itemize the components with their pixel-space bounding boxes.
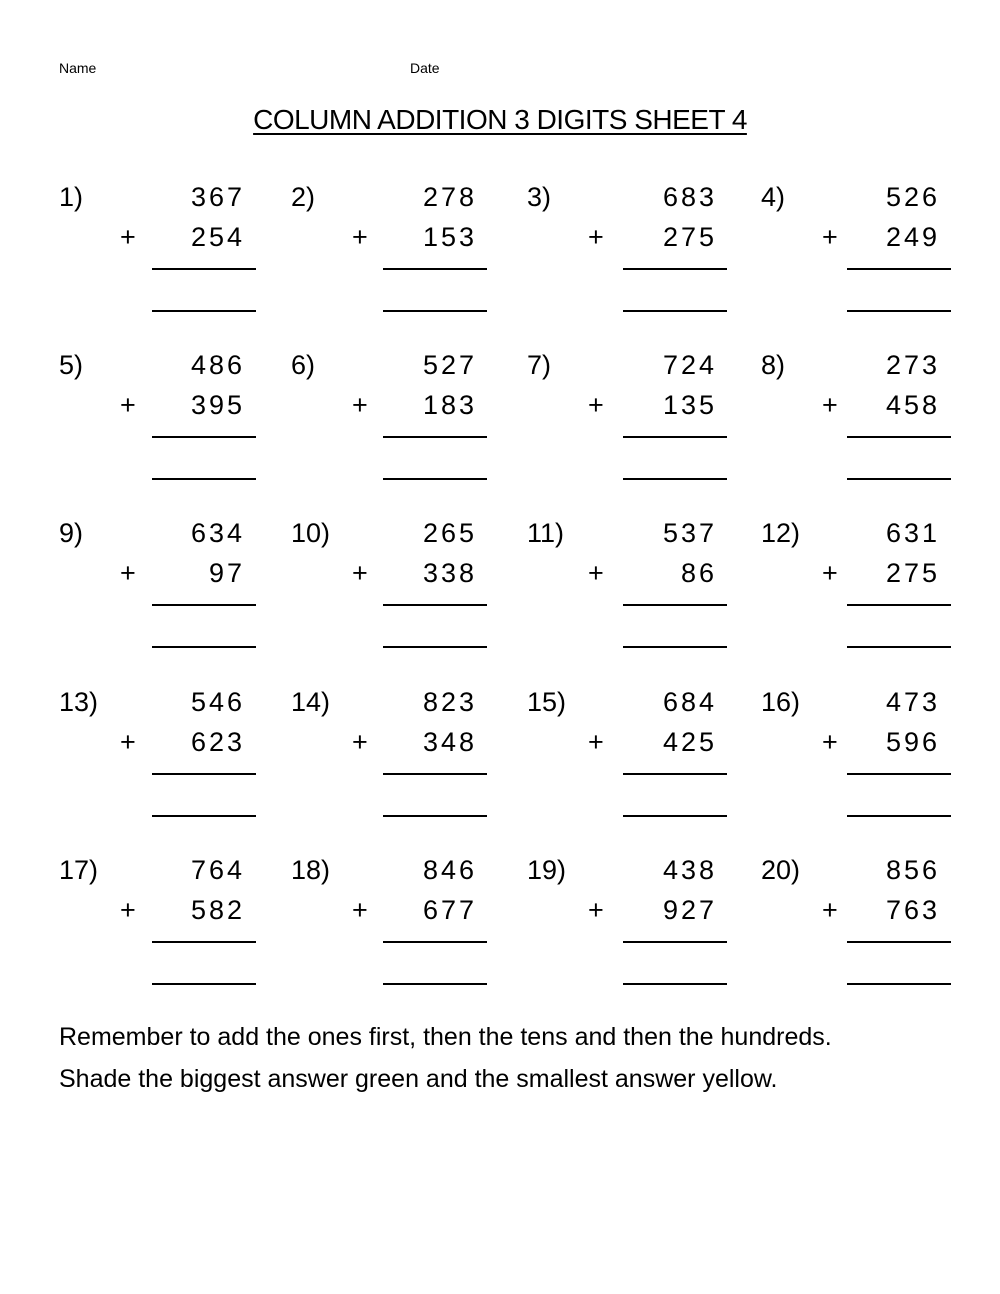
name-label: Name (59, 60, 97, 76)
answer-blank[interactable] (847, 646, 951, 648)
sum-rule (847, 773, 951, 775)
plus-sign: + (822, 222, 838, 252)
addend-bottom: 582 (190, 895, 245, 925)
addend-bottom: 348 (422, 727, 477, 757)
addend-bottom: 254 (190, 222, 245, 252)
addend-top: 823 (422, 687, 477, 717)
plus-sign: + (352, 895, 368, 925)
addend-top: 473 (885, 687, 940, 717)
problem-number: 17) (59, 855, 99, 885)
addend-bottom: 927 (662, 895, 717, 925)
addend-bottom: 275 (662, 222, 717, 252)
plus-sign: + (822, 390, 838, 420)
problem-number: 1) (59, 182, 84, 212)
addend-top: 273 (885, 350, 940, 380)
problem-number: 2) (291, 182, 316, 212)
problem-number: 6) (291, 350, 316, 380)
worksheet-title-text: COLUMN ADDITION 3 DIGITS SHEET 4 (253, 104, 747, 135)
addend-top: 846 (422, 855, 477, 885)
problem-number: 13) (59, 687, 99, 717)
addend-top: 265 (422, 518, 477, 548)
plus-sign: + (588, 895, 604, 925)
plus-sign: + (822, 727, 838, 757)
problem-12 (0, 518, 1000, 648)
problem-number: 9) (59, 518, 84, 548)
addend-top: 683 (662, 182, 717, 212)
problem-number: 20) (761, 855, 801, 885)
problem-number: 3) (527, 182, 552, 212)
plus-sign: + (352, 390, 368, 420)
addend-bottom: 135 (662, 390, 717, 420)
plus-sign: + (120, 558, 136, 588)
worksheet-title (0, 104, 1000, 136)
problem-8 (0, 350, 1000, 480)
problem-number: 10) (291, 518, 331, 548)
addend-top: 724 (662, 350, 717, 380)
instructions (59, 1016, 832, 1100)
plus-sign: + (120, 390, 136, 420)
problem-number: 7) (527, 350, 552, 380)
problem-number: 18) (291, 855, 331, 885)
addend-top: 634 (190, 518, 245, 548)
problem-number: 5) (59, 350, 84, 380)
problem-number: 14) (291, 687, 331, 717)
problem-number: 4) (761, 182, 786, 212)
sum-rule (847, 604, 951, 606)
addend-bottom: 183 (422, 390, 477, 420)
addend-bottom: 596 (885, 727, 940, 757)
problem-number: 16) (761, 687, 801, 717)
addend-bottom: 458 (885, 390, 940, 420)
plus-sign: + (120, 222, 136, 252)
problem-4 (0, 182, 1000, 312)
plus-sign: + (588, 222, 604, 252)
answer-blank[interactable] (847, 310, 951, 312)
addend-top: 486 (190, 350, 245, 380)
addend-top: 684 (662, 687, 717, 717)
addend-bottom: 763 (885, 895, 940, 925)
addend-bottom: 425 (662, 727, 717, 757)
plus-sign: + (352, 222, 368, 252)
plus-sign: + (352, 558, 368, 588)
problem-number: 19) (527, 855, 567, 885)
addend-top: 526 (885, 182, 940, 212)
addend-bottom: 623 (190, 727, 245, 757)
addend-bottom: 86 (680, 558, 717, 588)
plus-sign: + (588, 390, 604, 420)
plus-sign: + (822, 558, 838, 588)
addend-bottom: 677 (422, 895, 477, 925)
plus-sign: + (822, 895, 838, 925)
addend-bottom: 395 (190, 390, 245, 420)
addend-top: 856 (885, 855, 940, 885)
sum-rule (847, 436, 951, 438)
sum-rule (847, 268, 951, 270)
addend-bottom: 275 (885, 558, 940, 588)
problem-20 (0, 855, 1000, 985)
addend-bottom: 249 (885, 222, 940, 252)
addend-top: 278 (422, 182, 477, 212)
addend-top: 438 (662, 855, 717, 885)
answer-blank[interactable] (847, 478, 951, 480)
date-label: Date (410, 60, 440, 76)
addend-top: 546 (190, 687, 245, 717)
problem-number: 11) (527, 518, 565, 548)
addend-bottom: 153 (422, 222, 477, 252)
problem-16 (0, 687, 1000, 817)
problem-number: 8) (761, 350, 786, 380)
sum-rule (847, 941, 951, 943)
plus-sign: + (588, 727, 604, 757)
instruction-line-2: Shade the biggest answer green and the smallest answer yellow. (59, 1065, 778, 1093)
addend-bottom: 97 (208, 558, 245, 588)
plus-sign: + (120, 727, 136, 757)
addend-top: 764 (190, 855, 245, 885)
addend-top: 367 (190, 182, 245, 212)
answer-blank[interactable] (847, 815, 951, 817)
answer-blank[interactable] (847, 983, 951, 985)
plus-sign: + (120, 895, 136, 925)
addend-top: 631 (885, 518, 940, 548)
instruction-line-1: Remember to add the ones first, then the tens and then the hundreds. (59, 1023, 832, 1051)
problem-number: 12) (761, 518, 801, 548)
addend-top: 527 (422, 350, 477, 380)
plus-sign: + (588, 558, 604, 588)
addend-bottom: 338 (422, 558, 477, 588)
plus-sign: + (352, 727, 368, 757)
problem-number: 15) (527, 687, 567, 717)
addend-top: 537 (662, 518, 717, 548)
